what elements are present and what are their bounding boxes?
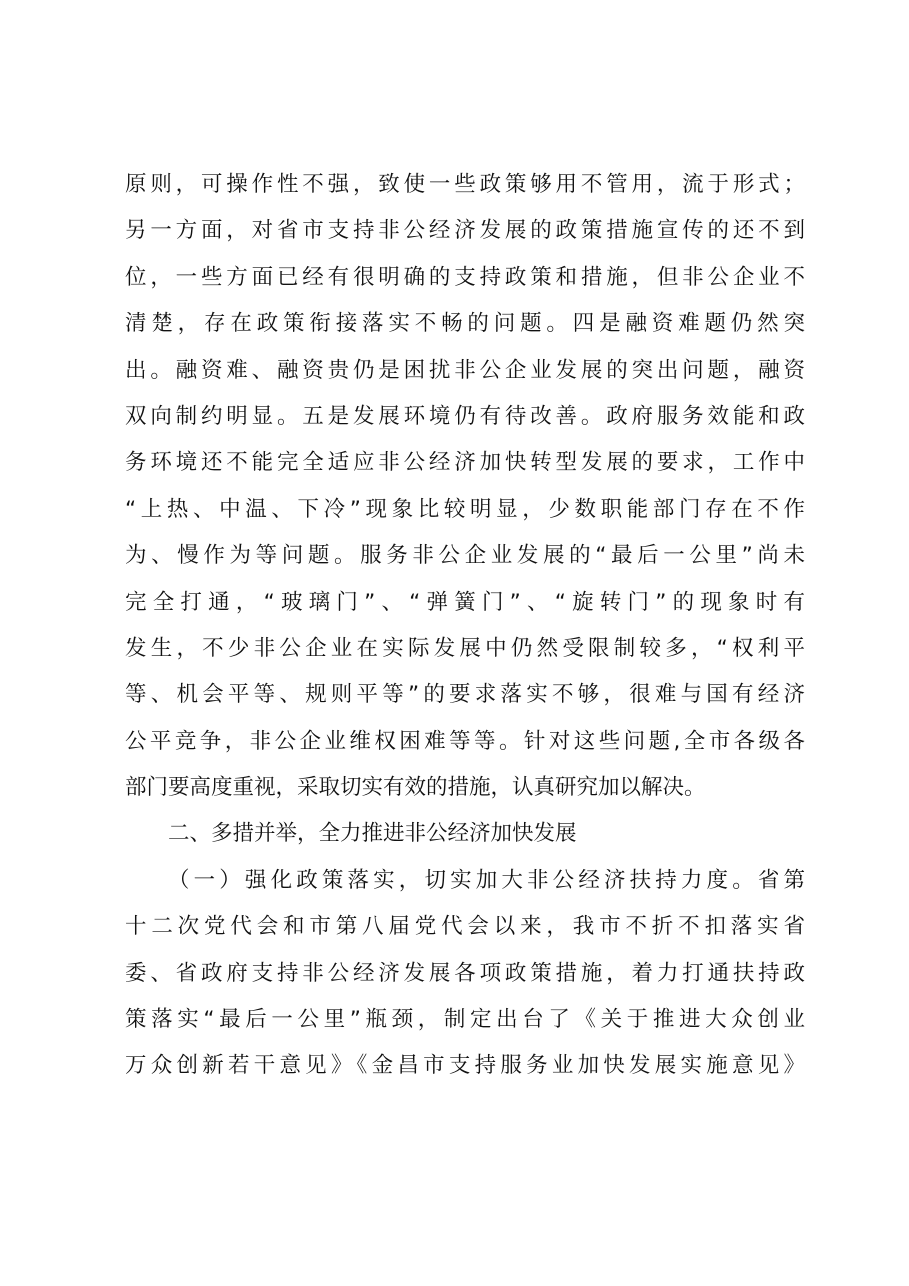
subsection-line: 万众创新若干意见》《金昌市支持服务业加快发展实施意见》 <box>125 1053 805 1079</box>
subsection-line: （一）强化政策落实，切实加大非公经济扶持力度。省第 <box>168 867 805 893</box>
paragraph-line: 出。融资难、融资贵仍是困扰非公企业发展的突出问题，融资 <box>125 357 805 383</box>
paragraph-line: “上热、中温、下冷”现象比较明显，少数职能部门存在不作 <box>125 496 805 522</box>
body-text <box>125 162 805 1090</box>
paragraph-line: 发生，不少非公企业在实际发展中仍然受限制较多，“权利平 <box>125 635 805 661</box>
paragraph-line: 另一方面，对省市支持非公经济发展的政策措施宣传的还不到 <box>125 218 805 244</box>
paragraph-line: 双向制约明显。五是发展环境仍有待改善。政府服务效能和政 <box>125 403 805 429</box>
paragraph-line: 部门要高度重视，采取切实有效的措施，认真研究加以解决。 <box>125 775 706 801</box>
paragraph-line: 位，一些方面已经有很明确的支持政策和措施，但非公企业不 <box>125 264 805 290</box>
subsection-line: 委、省政府支持非公经济发展各项政策措施，着力打通扶持政 <box>125 960 805 986</box>
paragraph-line: 清楚，存在政策衔接落实不畅的问题。四是融资难题仍然突 <box>125 311 805 337</box>
subsection-line: 十二次党代会和市第八届党代会以来，我市不折不扣落实省 <box>125 914 805 940</box>
paragraph-line: 为、慢作为等问题。服务非公企业发展的“最后一公里”尚未 <box>125 543 805 569</box>
paragraph-line: 原则，可操作性不强，致使一些政策够用不管用，流于形式； <box>125 172 805 197</box>
paragraph-line: 等、机会平等、规则平等”的要求落实不够，很难与国有经济 <box>125 682 805 708</box>
paragraph-line: 公平竞争，非公企业维权困难等等。针对这些问题,全市各级各 <box>125 728 805 754</box>
subsection-line: 策落实“最后一公里”瓶颈，制定出台了《关于推进大众创业 <box>125 1007 805 1033</box>
paragraph-line: 完全打通，“玻璃门”、“弹簧门”、“旋转门”的现象时有 <box>125 589 805 615</box>
section-heading: 二、多措并举，全力推进非公经济加快发展 <box>168 821 577 847</box>
paragraph-line: 务环境还不能完全适应非公经济加快转型发展的要求，工作中 <box>125 450 805 476</box>
